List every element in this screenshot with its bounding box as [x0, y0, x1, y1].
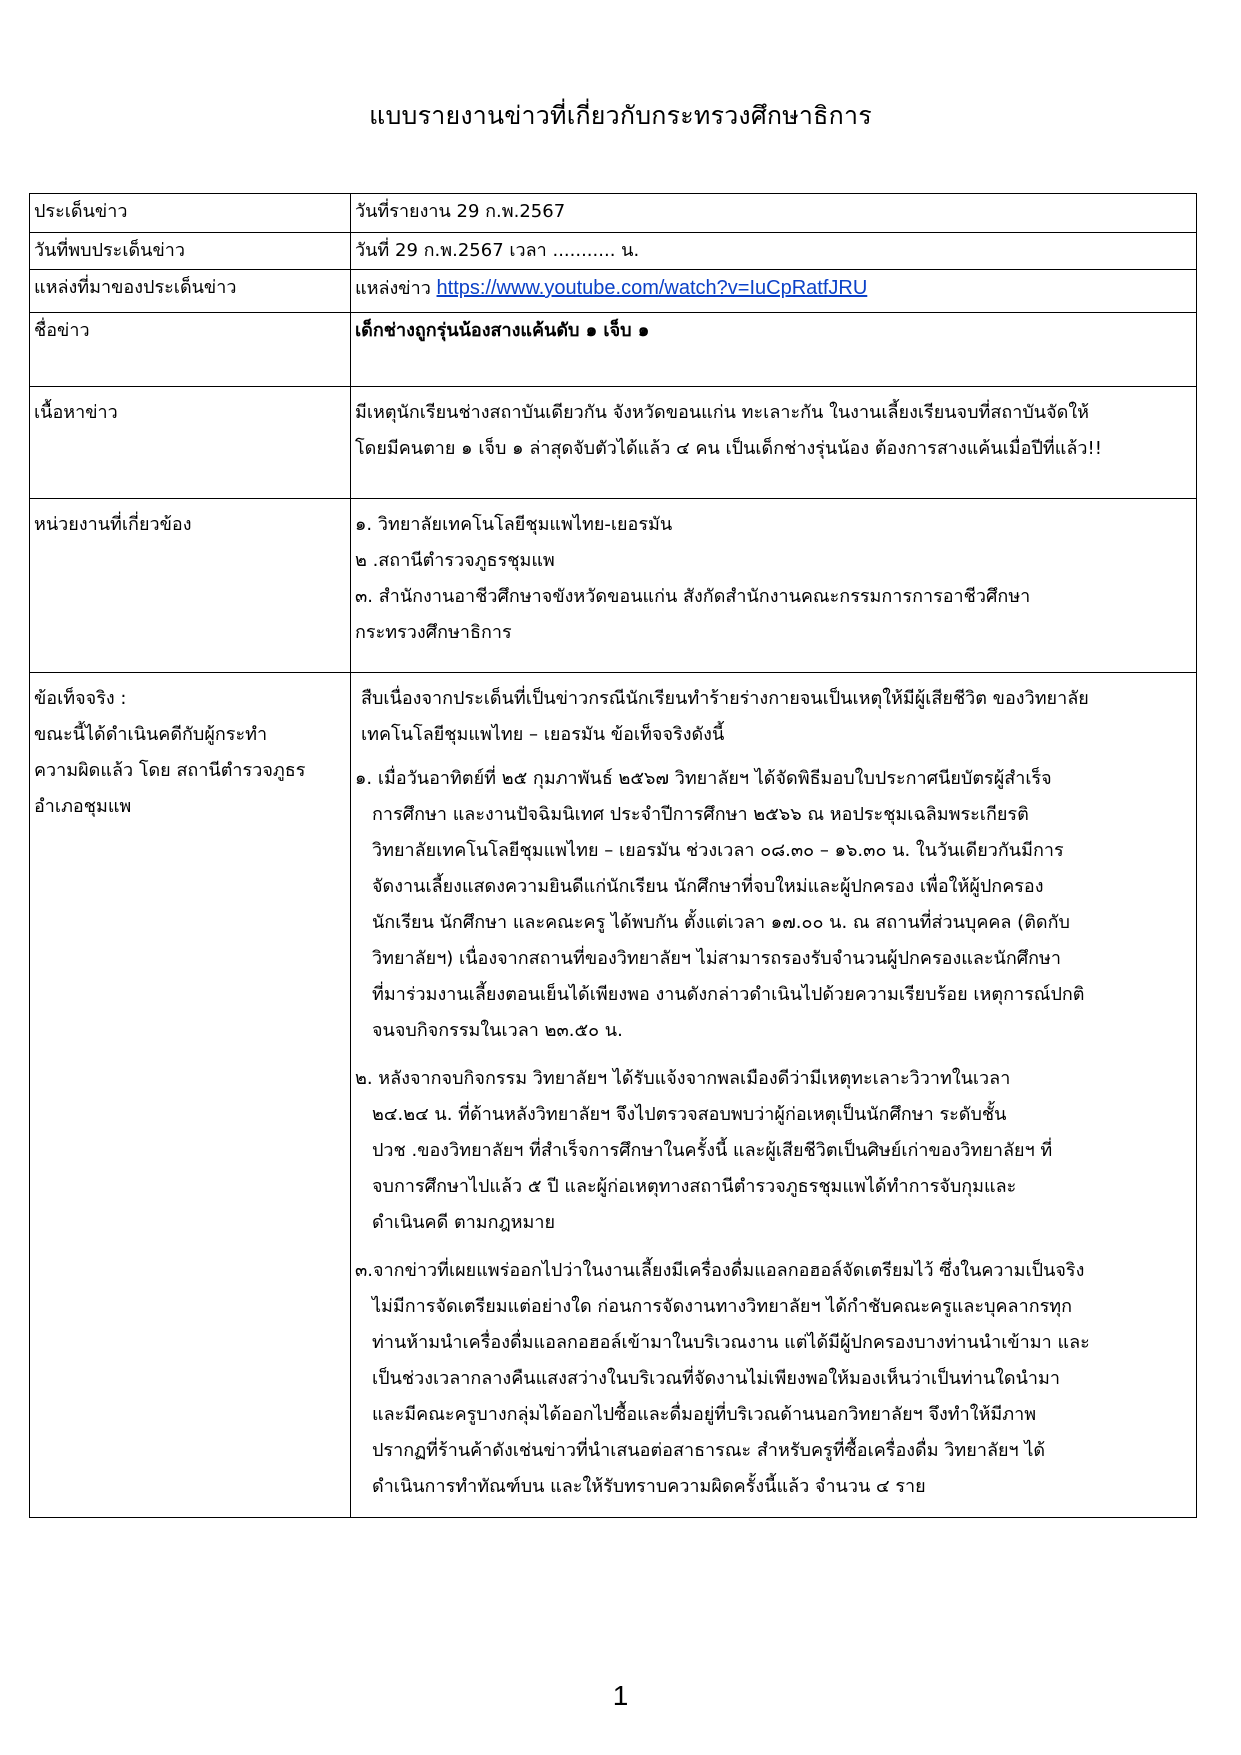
- agencies-value: [351, 499, 1197, 673]
- found-date-label: วันที่พบประเด็นข่าว: [30, 233, 351, 270]
- facts-line: ท่านห้ามนำเครื่องดื่มแอลกอฮอล์เข้ามาในบริเวณงาน แต่ได้มีผู้ปกครองบางท่านนำเข้ามา และ: [372, 1332, 1090, 1353]
- row-facts: [30, 673, 1197, 1518]
- page-number: 1: [612, 1680, 629, 1711]
- facts-intro: [355, 681, 1192, 753]
- agency-item: ๓. สำนักงานอาชีวศึกษาจขังหวัดขอนแก่น สังกัดสำนักงานคณะกรรมการการอาชีวศึกษา: [355, 586, 1031, 607]
- headline-label: ชื่อข่าว: [30, 313, 351, 387]
- row-found-date: [30, 233, 1197, 270]
- issue-label: ประเด็นข่าว: [30, 194, 351, 233]
- facts-line: ๑. เมื่อวันอาทิตย์ที่ ๒๕ กุมภาพันธ์ ๒๕๖๗ วิทยาลัยฯ ได้จัดพิธีมอบใบประกาศนียบัตรผู้สำเร็จ: [355, 768, 1052, 789]
- facts-label-line: ความผิดแล้ว โดย สถานีตำรวจภูธร: [34, 760, 306, 781]
- facts-intro-line: เทคโนโลยีชุมแพไทย – เยอรมัน ข้อเท็จจริงดังนี้: [361, 724, 725, 745]
- facts-line: จบการศึกษาไปแล้ว ๕ ปี และผู้ก่อเหตุทางสถานีตำรวจภูธรชุมแพได้ทำการจับกุมและ: [372, 1176, 1017, 1197]
- facts-paragraph-3: [355, 1253, 1192, 1505]
- page-title: แบบรายงานข่าวที่เกี่ยวกับกระทรวงศึกษาธิการ: [369, 101, 872, 130]
- source-prefix: แหล่งข่าว: [355, 278, 437, 299]
- row-source: [30, 270, 1197, 313]
- facts-line: ปรากฏที่ร้านค้าดังเช่นข่าวที่นำเสนอต่อสาธารณะ สำหรับครูที่ซื้อเครื่องดื่ม วิทยาลัยฯ ได้: [372, 1440, 1046, 1461]
- row-agencies: [30, 499, 1197, 673]
- source-label: แหล่งที่มาของประเด็นข่าว: [30, 270, 351, 313]
- content-value: [351, 387, 1197, 499]
- row-issue: [30, 194, 1197, 233]
- facts-label-line: ขณะนี้ได้ดำเนินคดีกับผู้กระทำ: [34, 724, 268, 745]
- source-link[interactable]: https://www.youtube.com/watch?v=IuCpRatfJRU: [436, 277, 868, 299]
- facts-line: ดำเนินการทำทัณฑ์บน และให้รับทราบความผิดครั้งนี้แล้ว จำนวน ๔ ราย: [372, 1476, 926, 1497]
- source-cell: [351, 270, 1197, 313]
- facts-value: [351, 673, 1197, 1518]
- facts-intro-line: สืบเนื่องจากประเด็นที่เป็นข่าวกรณีนักเรียนทำร้ายร่างกายจนเป็นเหตุให้มีผู้เสียชีวิต ของวิทยาลัย: [361, 688, 1089, 709]
- facts-line: การศึกษา และงานปัจฉิมนิเทศ ประจำปีการศึกษา ๒๕๖๖ ณ หอประชุมเฉลิมพระเกียรติ: [372, 804, 1029, 825]
- report-table: [29, 193, 1197, 1518]
- facts-label-line: ข้อเท็จจริง :: [34, 688, 127, 709]
- facts-line: ๓.จากข่าวที่เผยแพร่ออกไปว่าในงานเลี้ยงมีเครื่องดื่มแอลกอฮอล์จัดเตรียมไว้ ซึ่งในความเป็นจริง: [355, 1260, 1085, 1281]
- content-line: โดยมีคนตาย ๑ เจ็บ ๑ ล่าสุดจับตัวได้แล้ว ๔ คน เป็นเด็กช่างรุ่นน้อง ต้องการสางแค้นเมื่อปีที่แล้ว!!: [355, 438, 1102, 459]
- facts-line: นักเรียน นักศึกษา และคณะครู ได้พบกัน ตั้งแต่เวลา ๑๗.๐๐ น. ณ สถานที่ส่วนบุคคล (ติดกับ: [372, 912, 1070, 933]
- content-line: มีเหตุนักเรียนช่างสถาบันเดียวกัน จังหวัดขอนแก่น ทะเลาะกัน ในงานเลี้ยงเรียนจบที่สถาบันจัดให้: [355, 402, 1090, 423]
- facts-line: ๒๔.๒๔ น. ที่ด้านหลังวิทยาลัยฯ จึงไปตรวจสอบพบว่าผู้ก่อเหตุเป็นนักศึกษา ระดับชั้น: [372, 1104, 1007, 1125]
- found-date-value: วันที่ 29 ก.พ.2567 เวลา ........... น.: [351, 233, 1197, 270]
- agency-item: ๑. วิทยาลัยเทคโนโลยีชุมแพไทย-เยอรมัน: [355, 514, 673, 535]
- facts-line: จัดงานเลี้ยงแสดงความยินดีแก่นักเรียน นักศึกษาที่จบใหม่และผู้ปกครอง เพื่อให้ผู้ปกครอง: [372, 876, 1044, 897]
- facts-paragraph-1: [355, 761, 1192, 1049]
- facts-line: ที่มาร่วมงานเลี้ยงตอนเย็นได้เพียงพอ งานดังกล่าวดำเนินไปด้วยความเรียบร้อย เหตุการณ์ปกติ: [372, 984, 1085, 1005]
- facts-paragraph-2: [355, 1061, 1192, 1241]
- facts-line: ดำเนินคดี ตามกฎหมาย: [372, 1212, 556, 1233]
- facts-line: วิทยาลัยเทคโนโลยีชุมแพไทย – เยอรมัน ช่วงเวลา ๐๘.๓๐ – ๑๖.๓๐ น. ในวันเดียวกันมีการ: [372, 840, 1064, 861]
- agency-item: กระทรวงศึกษาธิการ: [355, 622, 512, 643]
- facts-line: วิทยาลัยฯ) เนื่องจากสถานที่ของวิทยาลัยฯ ไม่สามารถรองรับจำนวนผู้ปกครองและนักศึกษา: [372, 948, 1062, 969]
- agency-item: ๒ .สถานีตำรวจภูธรชุมแพ: [355, 550, 555, 571]
- facts-line: และมีคณะครูบางกลุ่มได้ออกไปซื้อและดื่มอยู่ที่บริเวณด้านนอกวิทยาลัยฯ จึงทำให้มีภาพ: [372, 1404, 1037, 1425]
- row-headline: [30, 313, 1197, 387]
- facts-line: เป็นช่วงเวลากลางคืนแสงสว่างในบริเวณที่จัดงานไม่เพียงพอให้มองเห็นว่าเป็นท่านใดนำมา: [372, 1368, 1061, 1389]
- facts-line: ๒. หลังจากจบกิจกรรม วิทยาลัยฯ ได้รับแจ้งจากพลเมืองดีว่ามีเหตุทะเลาะวิวาทในเวลา: [355, 1068, 1011, 1089]
- facts-line: ปวช .ของวิทยาลัยฯ ที่สำเร็จการศึกษาในครั้งนี้ และผู้เสียชีวิตเป็นศิษย์เก่าของวิทยาลัยฯ ที่: [372, 1140, 1053, 1161]
- issue-value: วันที่รายงาน 29 ก.พ.2567: [351, 194, 1197, 233]
- facts-line: ไม่มีการจัดเตรียมแต่อย่างใด ก่อนการจัดงานทางวิทยาลัยฯ ได้กำชับคณะครูและบุคลากรทุก: [372, 1296, 1073, 1317]
- row-content: [30, 387, 1197, 499]
- content-label: เนื้อหาข่าว: [30, 387, 351, 499]
- facts-line: จนจบกิจกรรมในเวลา ๒๓.๕๐ น.: [372, 1020, 623, 1041]
- headline-value: เด็กช่างถูกรุ่นน้องสางแค้นดับ ๑ เจ็บ ๑: [351, 313, 1197, 387]
- agencies-label: หน่วยงานที่เกี่ยวข้อง: [30, 499, 351, 673]
- facts-label-line: อำเภอชุมแพ: [34, 796, 132, 817]
- facts-label: [30, 673, 351, 1518]
